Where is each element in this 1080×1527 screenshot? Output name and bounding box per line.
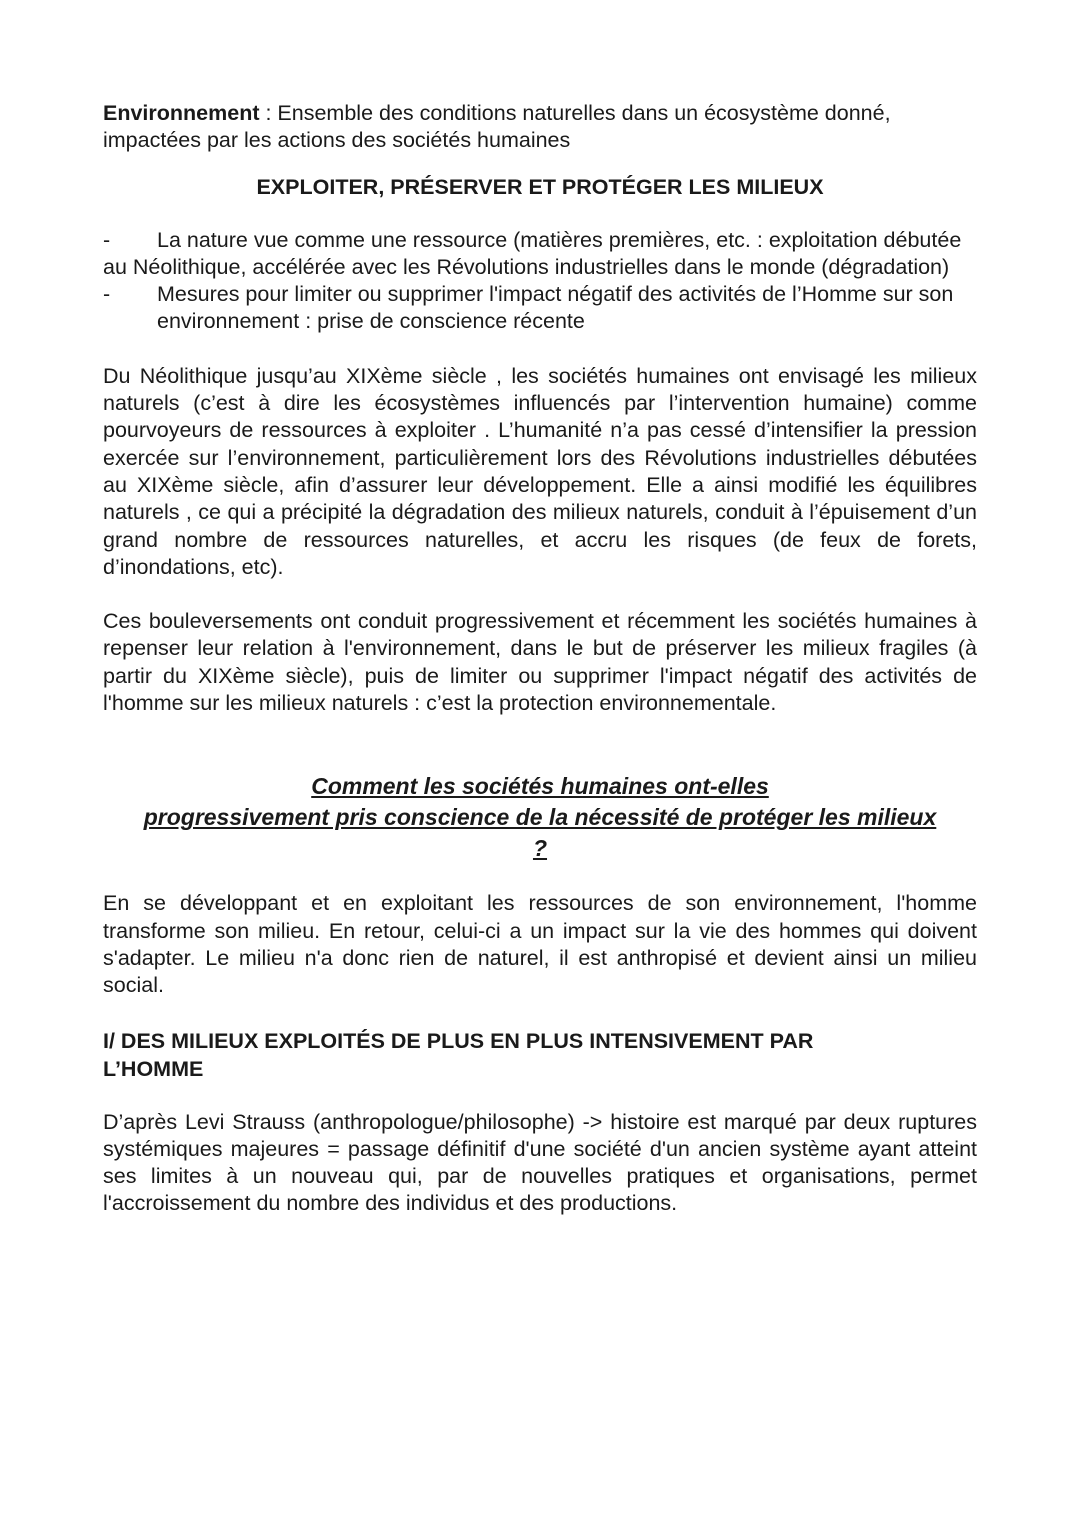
bullet-text: La nature vue comme une ressource (matières premières, etc. : exploitation débutée au Néolithique, accélérée avec les Révolutions industrielles dans le monde (dégradation) [103, 227, 962, 279]
section-title: I/ DES MILIEUX EXPLOITÉS DE PLUS EN PLUS INTENSIVEMENT PAR L’HOMME [103, 1028, 814, 1081]
paragraph-levi-strauss: D’après Levi Strauss (anthropologue/philosophe) -> histoire est marqué par deux ruptures systémiques majeures = passage définitif d'une société d'un ancien système ayant atteint ses limites à un nouveau qui, par de nouvelles pratiques et organisations, permet l'accroissement du nombre des individus et des productions. [103, 1109, 977, 1216]
bullet-dash: - [103, 227, 111, 252]
question-line: progressivement pris conscience de la nécessité de protéger les milieux [143, 804, 937, 831]
bullet-list [103, 227, 977, 336]
question-line: Comment les sociétés humaines ont-elles [311, 773, 769, 800]
page-content [103, 100, 977, 1218]
paragraph-bouleversements: Ces bouleversements ont conduit progressivement et récemment les sociétés humaines à repenser leur relation à l'environnement, dans le but de préserver les milieux fragiles (à partir du XIXème siècle), puis de limiter ou supprimer l'impact négatif des activités de l'homme sur les milieux naturels : c’est la protection environnementale. [103, 609, 977, 716]
main-title: EXPLOITER, PRÉSERVER ET PROTÉGER LES MILIEUX [256, 174, 824, 199]
paragraph-neolithique: Du Néolithique jusqu’au XIXème siècle , les sociétés humaines ont envisagé les milieux naturels (c’est à dire les écosystèmes influencés par l’intervention humaine) comme pourvoyeurs de ressources à exploiter . L’humanité n’a pas cessé d’intensifier la pression exercée sur l’environnement, particulièrement lors des Révolutions industrielles débutées au XIXème siècle, afin d’assurer leur développement. Elle a ainsi modifié les équilibres naturels , ce qui a précipité la dégradation des milieux naturels, conduit à l’épuisement d’un grand nombre de ressources naturelles, et accru les risques (de feux de forets, d’inondations, etc). [103, 363, 977, 579]
paragraph-milieu-social: En se développant et en exploitant les ressources de son environnement, l'homme transforme son milieu. En retour, celui-ci a un impact sur la vie des hommes qui doivent s'adapter. Le milieu n'a donc rien de naturel, il est anthropisé et devient ainsi un milieu social. [103, 891, 977, 998]
bullet-text: Mesures pour limiter ou supprimer l'impact négatif des activités de l’Homme sur son environnement : prise de conscience récente [157, 282, 954, 334]
definition-term: Environnement [103, 101, 260, 125]
bullet-item [103, 281, 977, 336]
problematique-question [103, 771, 977, 864]
definition-text: : Ensemble des conditions naturelles dans un écosystème donné, impactées par les actions des sociétés humaines [103, 101, 891, 153]
bullet-item [103, 227, 977, 282]
question-line: ? [532, 835, 548, 862]
bullet-dash: - [103, 282, 111, 307]
definition-paragraph [103, 100, 977, 155]
